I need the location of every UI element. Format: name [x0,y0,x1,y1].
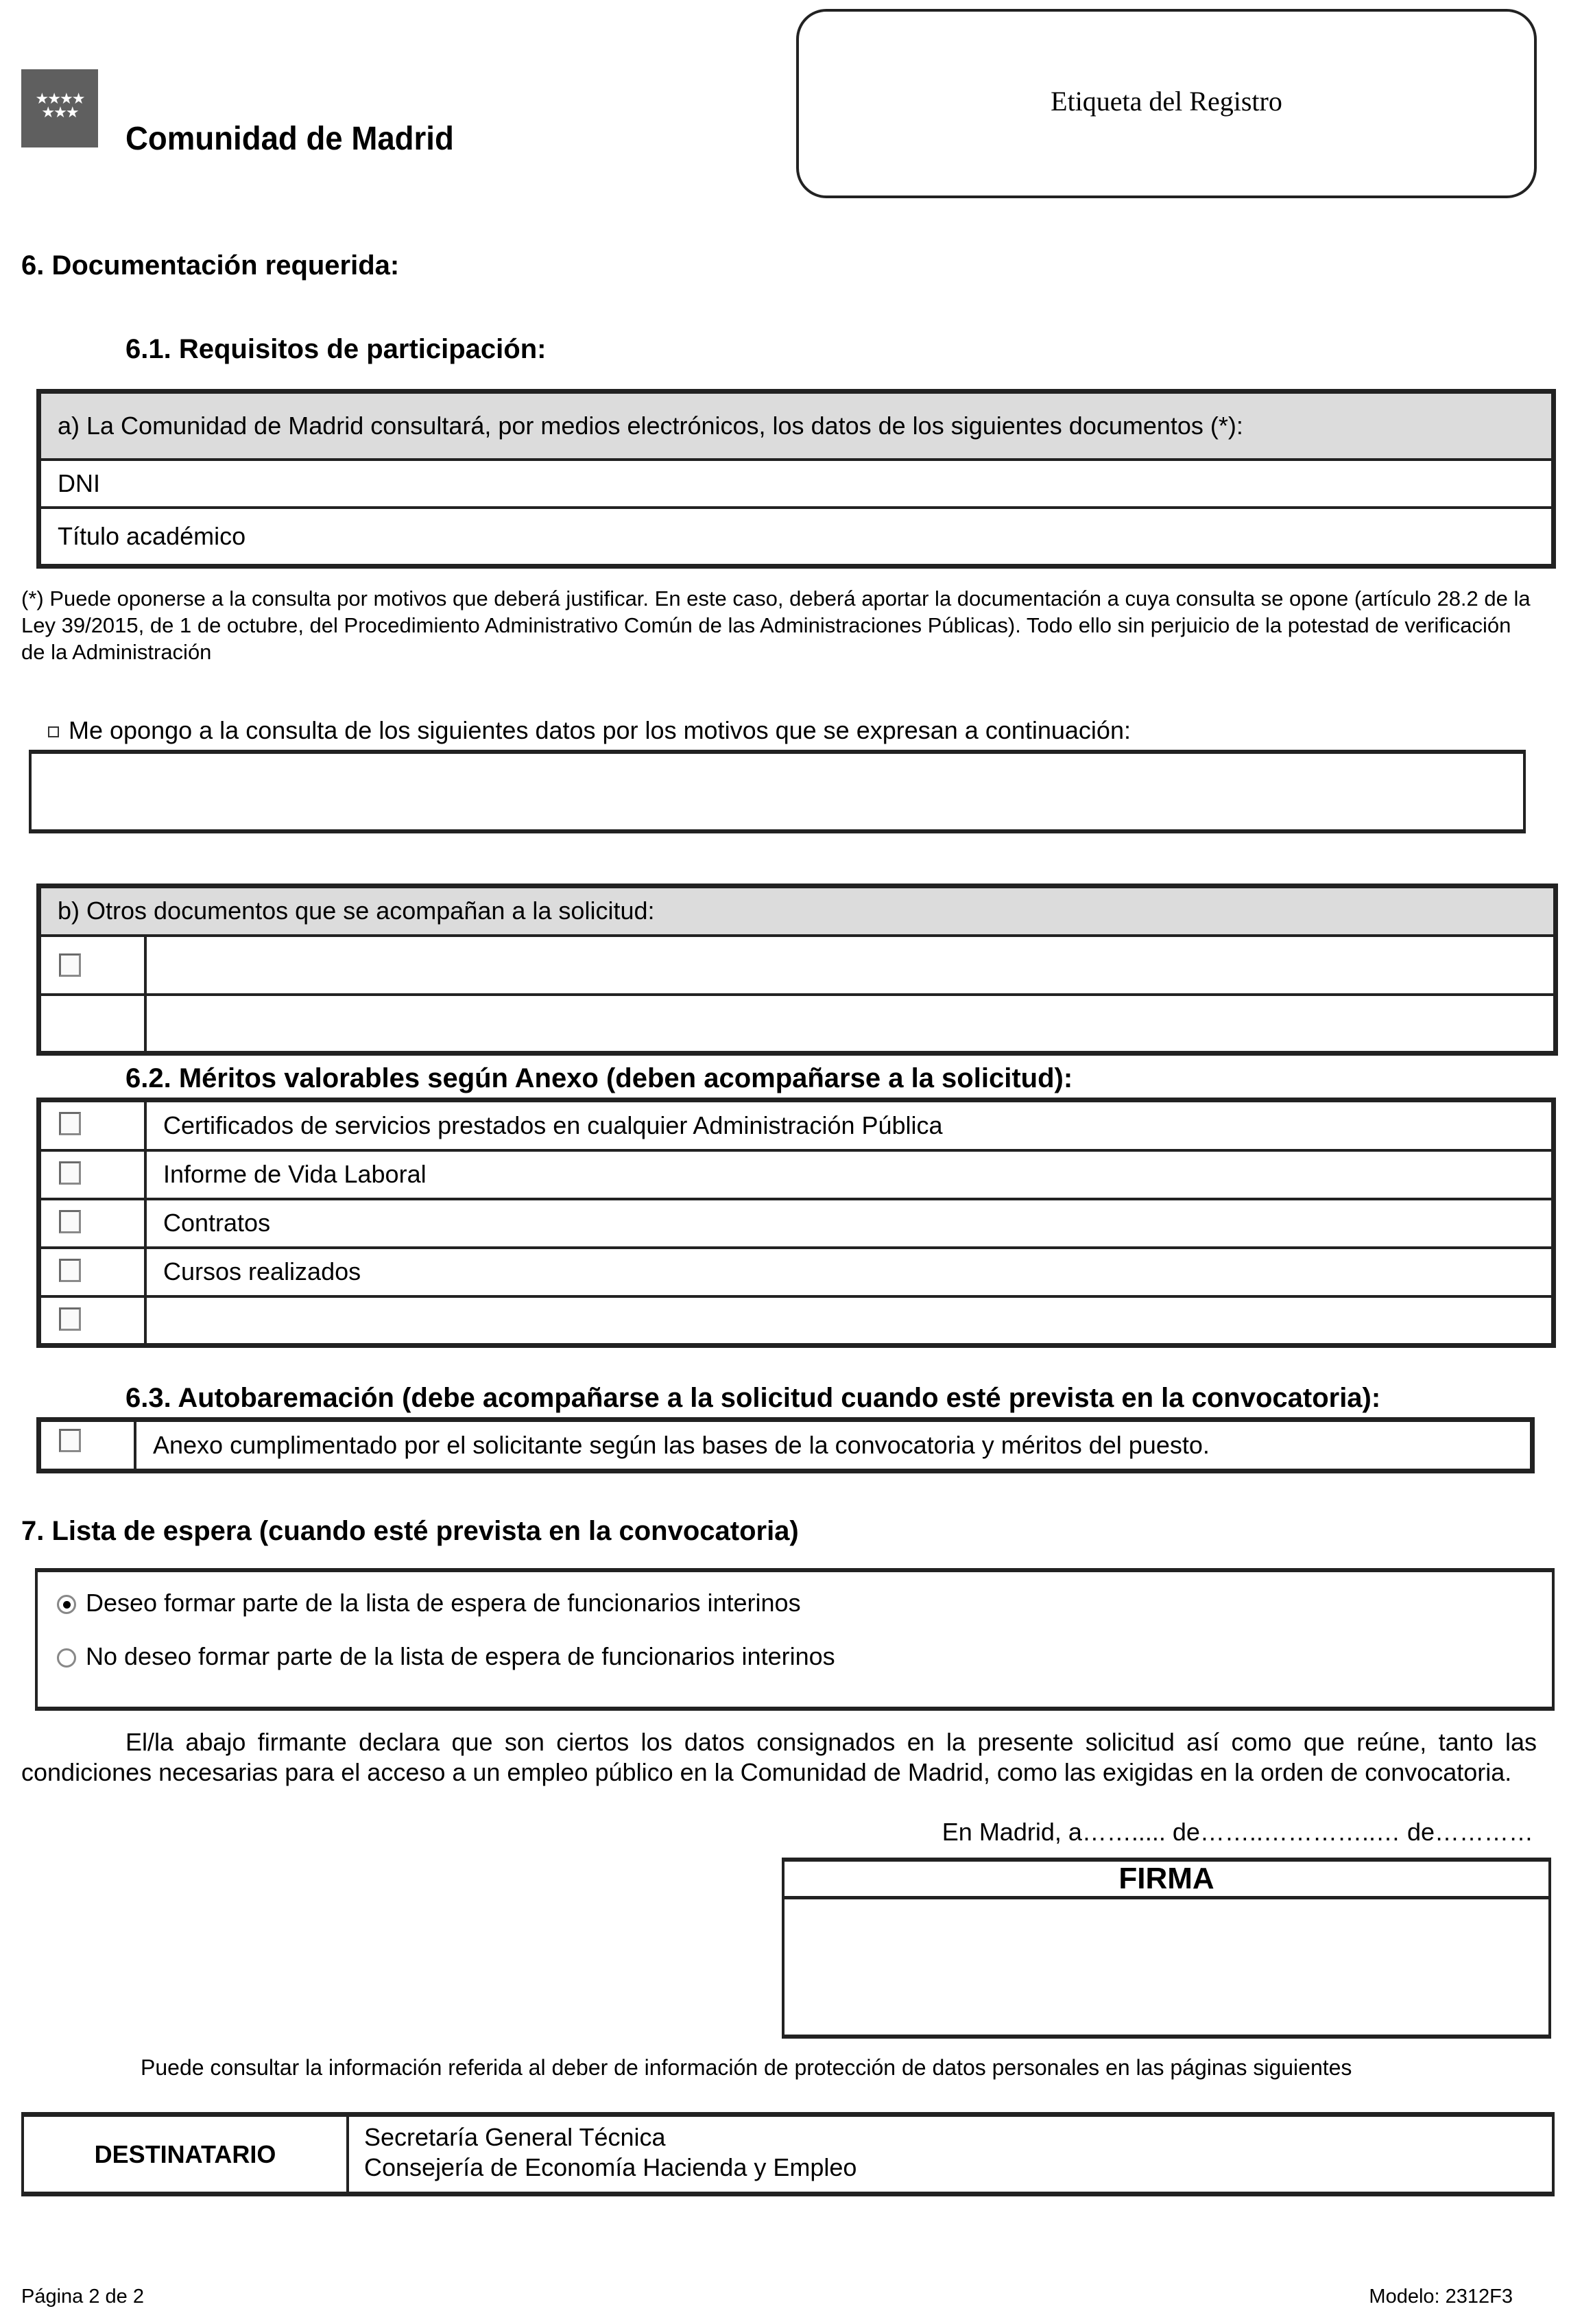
place-date-line: En Madrid, a……..... de……..…………..… de………… [942,1818,1533,1846]
consulted-document-row: DNI [39,460,1554,508]
logo-stars-top: ★★★★ [35,90,84,107]
signature-title: FIRMA [784,1862,1548,1899]
merit-checkbox-cell [39,1199,146,1248]
merit-label: Contratos [145,1199,1554,1248]
self-assessment-table [36,1417,1535,1473]
other-document-field[interactable] [145,995,1556,1054]
self-assessment-checkbox-cell [39,1420,136,1471]
self-assessment-label: Anexo cumplimentado por el solicitante según las bases de la convocatoria y méritos del puesto. [135,1420,1533,1471]
consulted-documents-header: a) La Comunidad de Madrid consultará, por medios electrónicos, los datos de los siguientes documentos (*): [39,392,1554,460]
oppose-consultation-option[interactable] [48,716,1131,745]
consulted-document-row: Título académico [39,508,1554,567]
recipient-label: DESTINATARIO [24,2117,349,2192]
merit-checkbox[interactable] [59,1210,81,1233]
recipient-value [349,2117,857,2192]
signature-box [782,1858,1551,2039]
section-6-title: 6. Documentación requerida: [21,250,400,281]
logo-stars-bottom: ★★★ [41,104,78,121]
privacy-note: Puede consultar la información referida al deber de información de protección de datos personales en las páginas siguientes [141,2055,1352,2080]
organization-name: Comunidad de Madrid [125,121,454,157]
waiting-list-no-radio[interactable] [57,1648,76,1668]
section-6-2-title: 6.2. Méritos valorables según Anexo (deben acompañarse a la solicitud): [125,1063,1073,1093]
merit-label: Cursos realizados [145,1248,1554,1296]
section-7-title: 7. Lista de espera (cuando esté prevista en la convocatoria) [21,1516,799,1546]
signature-field[interactable] [784,1899,1548,2034]
merit-other-field[interactable] [145,1296,1554,1346]
waiting-list-no-label: No deseo formar parte de la lista de espera de funcionarios interinos [86,1642,835,1670]
merit-checkbox[interactable] [59,1161,81,1185]
merit-checkbox[interactable] [59,1112,81,1135]
recipient-line-1: Secretaría General Técnica [364,2123,666,2151]
merit-checkbox-cell [39,1248,146,1296]
oppose-reasons-field[interactable] [29,750,1526,833]
registry-label: Etiqueta del Registro [1051,86,1282,117]
oppose-consultation-checkbox[interactable] [48,726,59,737]
consultation-footnote: (*) Puede oponerse a la consulta por motivos que deberá justificar. En este caso, deberá aportar la documentación a cuya consulta se opone (artículo 28.2 de la Ley 39/2015, de 1 de octubre, del Procedimiento Administrativo Común de las Administraciones Públicas). Todo ello sin perjuicio de la potestad de verificación de la Administración [21,586,1531,664]
other-documents-table [36,884,1558,1056]
other-documents-header: b) Otros documentos que se acompañan a la solicitud: [39,886,1556,936]
self-assessment-checkbox[interactable] [59,1429,81,1452]
waiting-list-yes-label: Deseo formar parte de la lista de espera de funcionarios interinos [86,1589,801,1617]
waiting-list-option-no[interactable] [57,1642,835,1671]
other-document-empty-cell [39,995,146,1054]
registry-label-box [796,9,1537,198]
merit-checkbox[interactable] [59,1259,81,1282]
merit-checkbox-cell [39,1296,146,1346]
merit-checkbox-cell [39,1100,146,1150]
page-number: Página 2 de 2 [21,2286,144,2308]
oppose-consultation-label: Me opongo a la consulta de los siguientes datos por los motivos que se expresan a continuación: [69,716,1131,744]
recipient-line-2: Consejería de Economía Hacienda y Empleo [364,2153,857,2181]
waiting-list-option-yes[interactable] [57,1589,801,1617]
merit-label: Certificados de servicios prestados en cualquier Administración Pública [145,1100,1554,1150]
merit-checkbox-cell [39,1150,146,1199]
other-document-checkbox[interactable] [59,953,81,977]
recipient-box [21,2112,1555,2196]
madrid-stars-flag-icon [21,69,98,147]
merit-label: Informe de Vida Laboral [145,1150,1554,1199]
waiting-list-yes-radio[interactable] [57,1595,76,1614]
section-6-3-title: 6.3. Autobaremación (debe acompañarse a la solicitud cuando esté prevista en la convocatoria): [125,1383,1381,1413]
model-code: Modelo: 2312F3 [1369,2286,1513,2308]
other-document-field[interactable] [145,936,1556,995]
merits-table [36,1098,1556,1348]
consulted-documents-table [36,389,1556,569]
declaration-text: El/la abajo firmante declara que son ciertos los datos consignados en la presente solicitud así como que reúne, tanto las condiciones necesarias para el acceso a un empleo público en la Comunidad de Madrid, como las exigidas en la orden de convocatoria. [21,1728,1537,1786]
merit-checkbox[interactable] [59,1307,81,1331]
other-document-checkbox-cell [39,936,146,995]
section-6-1-title: 6.1. Requisitos de participación: [125,334,547,364]
waiting-list-box [35,1568,1555,1711]
